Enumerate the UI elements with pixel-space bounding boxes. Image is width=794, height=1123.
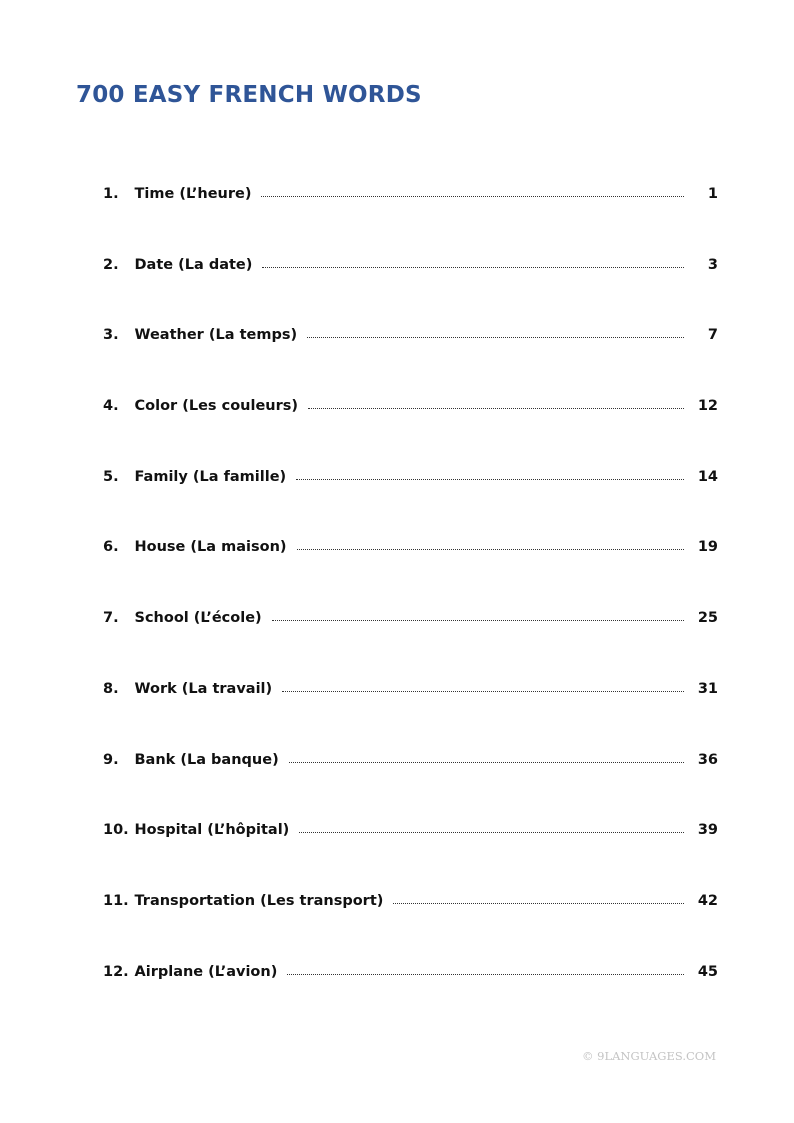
toc-entry-page: 12 bbox=[697, 398, 718, 415]
toc-entry-number: 10. bbox=[103, 822, 129, 839]
toc-dot-leader bbox=[393, 903, 683, 904]
toc-entry-title: Date (La date) bbox=[134, 256, 253, 273]
toc-entry-title: School (L’école) bbox=[134, 610, 262, 627]
toc-entry-number: 1. bbox=[103, 186, 119, 202]
toc-entry[interactable] bbox=[103, 893, 718, 964]
toc-entry-page: 36 bbox=[697, 751, 718, 768]
toc-entry-number: 7. bbox=[103, 610, 119, 627]
toc-entry-page: 1 bbox=[707, 186, 718, 202]
toc-entry-page: 25 bbox=[697, 610, 718, 627]
toc-entry[interactable] bbox=[103, 398, 718, 469]
toc-entry[interactable] bbox=[103, 186, 718, 257]
copyright-notice: © 9LANGUAGES.COM bbox=[581, 1049, 716, 1063]
toc-entry-title: Work (La travail) bbox=[134, 680, 273, 697]
toc-dot-leader bbox=[296, 479, 684, 480]
toc-entry-page: 7 bbox=[707, 327, 718, 344]
toc-entry-page: 45 bbox=[697, 963, 718, 980]
toc-entry[interactable] bbox=[103, 257, 718, 328]
toc-entry[interactable] bbox=[103, 964, 718, 1035]
toc-entry-number: 11. bbox=[103, 892, 129, 909]
toc-entry-title: Hospital (L’hôpital) bbox=[134, 822, 290, 839]
toc-entry[interactable] bbox=[103, 610, 718, 681]
toc-dot-leader bbox=[297, 549, 684, 550]
table-of-contents bbox=[103, 186, 718, 1034]
toc-dot-leader bbox=[262, 267, 684, 268]
toc-entry[interactable] bbox=[103, 752, 718, 823]
toc-dot-leader bbox=[289, 762, 684, 763]
page-title: 700 EASY FRENCH WORDS bbox=[76, 82, 422, 108]
toc-dot-leader bbox=[307, 337, 684, 338]
toc-entry-title: Airplane (L’avion) bbox=[134, 963, 278, 980]
toc-entry-page: 42 bbox=[697, 892, 718, 909]
toc-dot-leader bbox=[282, 691, 684, 692]
toc-entry-number: 9. bbox=[103, 751, 119, 768]
toc-entry-number: 5. bbox=[103, 468, 119, 485]
toc-entry-title: Weather (La temps) bbox=[134, 327, 298, 344]
toc-dot-leader bbox=[287, 974, 683, 975]
toc-entry[interactable] bbox=[103, 327, 718, 398]
toc-entry-title: Time (L’heure) bbox=[134, 186, 252, 202]
toc-entry-page: 39 bbox=[697, 822, 718, 839]
toc-entry-title: House (La maison) bbox=[134, 539, 287, 556]
toc-entry-number: 4. bbox=[103, 398, 119, 415]
toc-entry-page: 19 bbox=[697, 539, 718, 556]
toc-dot-leader bbox=[308, 408, 684, 409]
toc-dot-leader bbox=[261, 196, 684, 197]
toc-entry-title: Color (Les couleurs) bbox=[134, 398, 299, 415]
toc-entry[interactable] bbox=[103, 469, 718, 540]
toc-entry-number: 6. bbox=[103, 539, 119, 556]
toc-dot-leader bbox=[272, 620, 684, 621]
toc-entry-number: 2. bbox=[103, 256, 119, 273]
toc-entry-page: 14 bbox=[697, 468, 718, 485]
toc-entry-number: 3. bbox=[103, 327, 119, 344]
toc-entry-title: Bank (La banque) bbox=[134, 751, 279, 768]
toc-entry[interactable] bbox=[103, 681, 718, 752]
toc-entry[interactable] bbox=[103, 539, 718, 610]
toc-entry[interactable] bbox=[103, 822, 718, 893]
toc-entry-title: Transportation (Les transport) bbox=[134, 892, 384, 909]
toc-entry-page: 31 bbox=[697, 680, 718, 697]
toc-entry-title: Family (La famille) bbox=[134, 468, 287, 485]
toc-entry-number: 8. bbox=[103, 680, 119, 697]
toc-dot-leader bbox=[299, 832, 684, 833]
toc-entry-page: 3 bbox=[707, 256, 718, 273]
toc-entry-number: 12. bbox=[103, 963, 129, 980]
